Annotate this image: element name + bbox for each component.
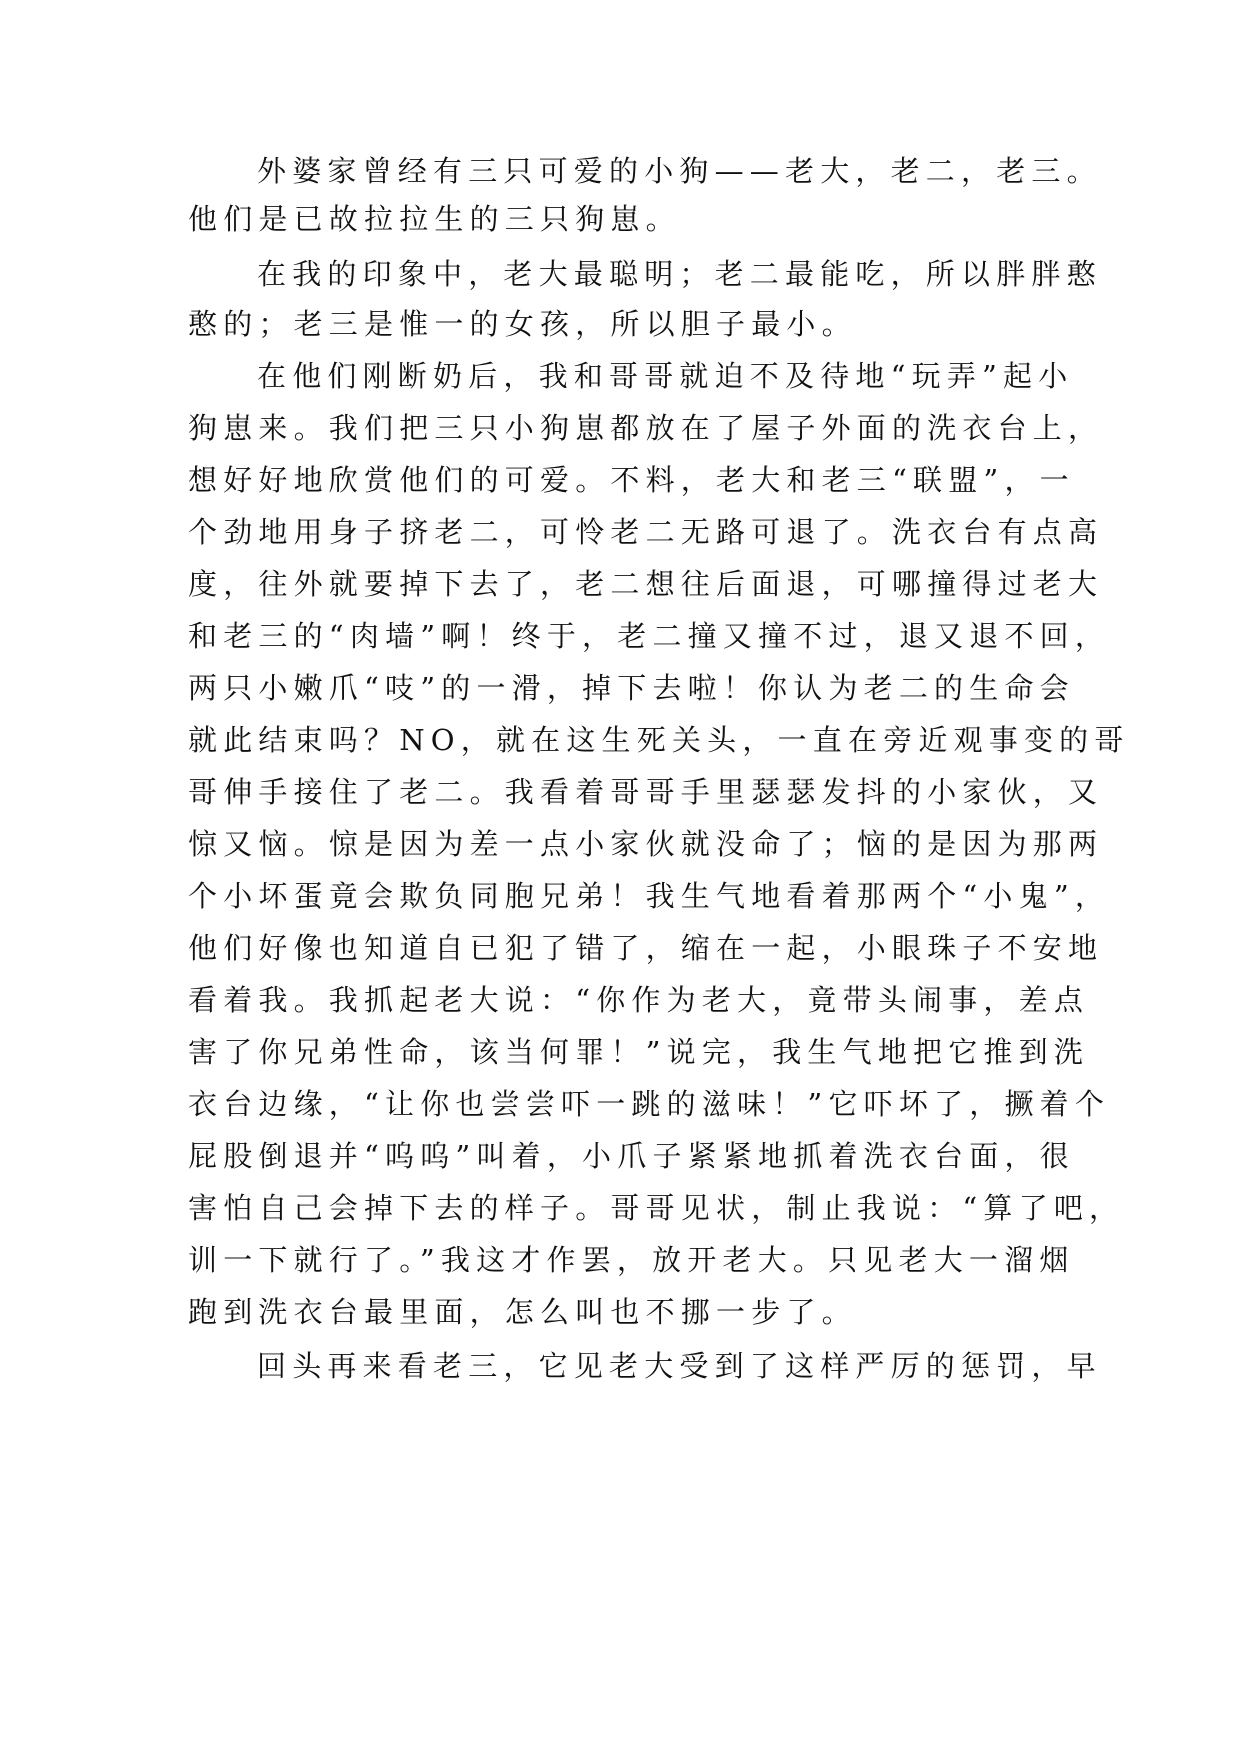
text-line: 就此结束吗？NO，就在这生死关头，一直在旁近观事变的哥 (188, 723, 1130, 757)
text-line: 两只小嫩爪“吱”的一滑，掉下去啦！你认为老二的生命会 (188, 671, 1075, 705)
text-line: 个劲地用身子挤老二，可怜老二无路可退了。洗衣台有点高 (188, 515, 1104, 549)
text-line: 回头再来看老三，它见老大受到了这样严厉的惩罚，早 (257, 1349, 1102, 1383)
text-line: 和老三的“肉墙”啊！终于，老二撞又撞不过，退又退不回， (188, 619, 1111, 653)
text-line: 憨的；老三是惟一的女孩，所以胆子最小。 (188, 307, 857, 341)
text-line: 外婆家曾经有三只可爱的小狗——老大，老二，老三。 (257, 154, 1102, 188)
text-line: 惊又恼。惊是因为差一点小家伙就没命了；恼的是因为那两 (188, 827, 1104, 861)
text-line: 训一下就行了。”我这才作罢，放开老大。只见老大一溜烟 (188, 1243, 1075, 1277)
text-line: 害怕自己会掉下去的样子。哥哥见状，制止我说：“算了吧， (188, 1191, 1125, 1225)
text-line: 想好好地欣赏他们的可爱。不料，老大和老三“联盟”，一 (188, 463, 1075, 497)
text-line: 个小坏蛋竟会欺负同胞兄弟！我生气地看着那两个“小鬼”， (188, 879, 1111, 913)
text-line: 他们好像也知道自已犯了错了，缩在一起，小眼珠子不安地 (188, 931, 1104, 965)
text-line: 屁股倒退并“呜呜”叫着，小爪子紧紧地抓着洗衣台面，很 (188, 1139, 1075, 1173)
text-line: 跑到洗衣台最里面，怎么叫也不挪一步了。 (188, 1295, 857, 1329)
text-line: 在他们刚断奶后，我和哥哥就迫不及待地“玩弄”起小 (257, 359, 1074, 393)
text-line: 他们是已故拉拉生的三只狗崽。 (188, 202, 681, 236)
text-line: 度，往外就要掉下去了，老二想往后面退，可哪撞得过老大 (188, 567, 1104, 601)
text-line: 哥伸手接住了老二。我看着哥哥手里瑟瑟发抖的小家伙，又 (188, 775, 1104, 809)
text-line: 看着我。我抓起老大说：“你作为老大，竟带头闹事，差点 (188, 983, 1090, 1017)
text-line: 害了你兄弟性命，该当何罪！”说完，我生气地把它推到洗 (188, 1035, 1090, 1069)
text-line: 在我的印象中，老大最聪明；老二最能吃，所以胖胖憨 (257, 257, 1102, 291)
text-line: 狗崽来。我们把三只小狗崽都放在了屋子外面的洗衣台上， (188, 411, 1104, 445)
text-line: 衣台边缘，“让你也尝尝吓一跳的滋味！”它吓坏了，撅着个 (188, 1087, 1111, 1121)
